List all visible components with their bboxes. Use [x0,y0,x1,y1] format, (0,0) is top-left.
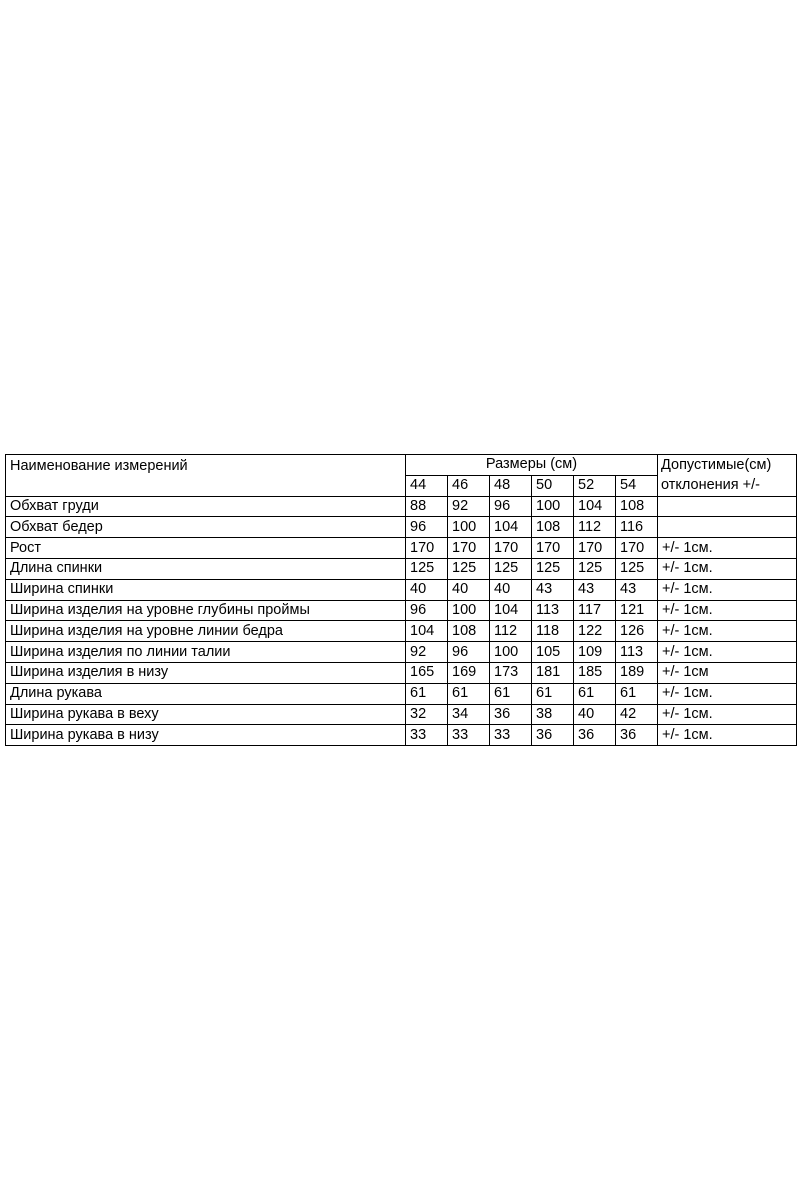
size-value-cell: 108 [616,496,658,517]
size-value-cell: 43 [616,579,658,600]
size-cell: 46 [448,475,490,496]
measurement-name-header: Наименование измерений [6,455,406,497]
table-row [6,538,797,559]
size-value-cell: 33 [448,725,490,746]
size-value-cell: 40 [574,704,616,725]
tolerance-cell: +/- 1см. [658,725,797,746]
size-value-cell: 121 [616,600,658,621]
size-value-cell: 61 [406,683,448,704]
size-value-cell: 173 [490,662,532,683]
table-row [6,496,797,517]
tolerance-cell: +/- 1см. [658,600,797,621]
size-value-cell: 170 [448,538,490,559]
size-value-cell: 104 [490,517,532,538]
size-value-cell: 36 [574,725,616,746]
size-value-cell: 122 [574,621,616,642]
measurement-name-cell: Ширина спинки [6,579,406,600]
size-cell: 44 [406,475,448,496]
table-row [6,517,797,538]
sizes-header: Размеры (см) [406,455,658,476]
size-value-cell: 43 [574,579,616,600]
size-cell: 48 [490,475,532,496]
size-value-cell: 170 [616,538,658,559]
tolerance-cell: +/- 1см. [658,642,797,663]
size-value-cell: 125 [616,558,658,579]
size-value-cell: 126 [616,621,658,642]
tolerance-cell: +/- 1см [658,662,797,683]
tolerance-cell: +/- 1см. [658,538,797,559]
table-body [6,455,797,746]
size-value-cell: 170 [532,538,574,559]
measurement-name-cell: Ширина изделия в низу [6,662,406,683]
size-value-cell: 117 [574,600,616,621]
size-value-cell: 61 [490,683,532,704]
size-value-cell: 116 [616,517,658,538]
table-row [6,662,797,683]
size-value-cell: 61 [532,683,574,704]
size-value-cell: 109 [574,642,616,663]
size-value-cell: 34 [448,704,490,725]
size-value-cell: 96 [448,642,490,663]
size-value-cell: 96 [406,517,448,538]
table-row [6,683,797,704]
size-value-cell: 125 [490,558,532,579]
measurement-name-cell: Длина спинки [6,558,406,579]
measurement-name-cell: Ширина изделия на уровне глубины проймы [6,600,406,621]
table-row [6,558,797,579]
size-value-cell: 112 [574,517,616,538]
size-value-cell: 42 [616,704,658,725]
table-row [6,704,797,725]
measurement-name-cell: Длина рукава [6,683,406,704]
table-row [6,579,797,600]
size-value-cell: 38 [532,704,574,725]
table-row [6,725,797,746]
size-value-cell: 125 [574,558,616,579]
size-value-cell: 113 [532,600,574,621]
size-value-cell: 113 [616,642,658,663]
tolerance-cell [658,496,797,517]
size-value-cell: 169 [448,662,490,683]
size-value-cell: 118 [532,621,574,642]
table-row [6,642,797,663]
size-value-cell: 100 [490,642,532,663]
measurement-name-cell: Ширина изделия на уровне линии бедра [6,621,406,642]
size-value-cell: 112 [490,621,532,642]
size-value-cell: 165 [406,662,448,683]
tolerance-cell: +/- 1см. [658,579,797,600]
size-value-cell: 61 [616,683,658,704]
size-value-cell: 36 [532,725,574,746]
size-value-cell: 36 [616,725,658,746]
tolerance-cell: +/- 1см. [658,621,797,642]
measurement-name-cell: Рост [6,538,406,559]
size-value-cell: 40 [448,579,490,600]
table-header-row [6,455,797,476]
size-value-cell: 181 [532,662,574,683]
size-value-cell: 105 [532,642,574,663]
size-value-cell: 36 [490,704,532,725]
size-value-cell: 125 [448,558,490,579]
measurement-name-cell: Ширина изделия по линии талии [6,642,406,663]
size-cell: 50 [532,475,574,496]
size-value-cell: 189 [616,662,658,683]
size-value-cell: 185 [574,662,616,683]
size-value-cell: 104 [406,621,448,642]
size-value-cell: 33 [406,725,448,746]
size-cell: 54 [616,475,658,496]
size-value-cell: 170 [406,538,448,559]
size-value-cell: 170 [490,538,532,559]
size-value-cell: 40 [490,579,532,600]
measurement-name-cell: Обхват бедер [6,517,406,538]
size-value-cell: 92 [406,642,448,663]
size-value-cell: 61 [448,683,490,704]
size-value-cell: 100 [448,600,490,621]
tolerance-cell: +/- 1см. [658,704,797,725]
tolerance-header-line1: Допустимые(см) [658,455,797,476]
size-value-cell: 100 [532,496,574,517]
tolerance-cell: +/- 1см. [658,558,797,579]
size-value-cell: 100 [448,517,490,538]
size-value-cell: 170 [574,538,616,559]
tolerance-cell [658,517,797,538]
table-row [6,621,797,642]
size-value-cell: 96 [490,496,532,517]
tolerance-cell: +/- 1см. [658,683,797,704]
size-value-cell: 104 [574,496,616,517]
size-value-cell: 108 [448,621,490,642]
size-value-cell: 33 [490,725,532,746]
size-chart-table [5,454,797,746]
size-value-cell: 43 [532,579,574,600]
table-row [6,600,797,621]
size-value-cell: 92 [448,496,490,517]
size-value-cell: 125 [532,558,574,579]
measurement-name-cell: Обхват груди [6,496,406,517]
size-value-cell: 96 [406,600,448,621]
tolerance-header-line2: отклонения +/- [658,475,797,496]
size-value-cell: 32 [406,704,448,725]
size-value-cell: 108 [532,517,574,538]
size-cell: 52 [574,475,616,496]
size-value-cell: 88 [406,496,448,517]
measurement-name-cell: Ширина рукава в низу [6,725,406,746]
size-value-cell: 104 [490,600,532,621]
size-value-cell: 125 [406,558,448,579]
measurement-name-cell: Ширина рукава в веху [6,704,406,725]
size-value-cell: 40 [406,579,448,600]
size-value-cell: 61 [574,683,616,704]
